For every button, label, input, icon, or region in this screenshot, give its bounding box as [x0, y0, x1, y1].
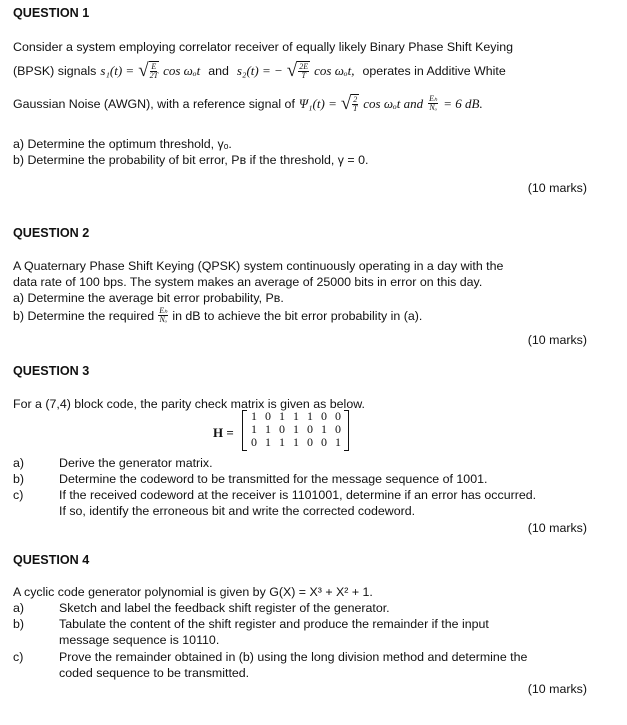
s1-den: 2T — [149, 70, 159, 80]
q2-line1: A Quaternary Phase Shift Keying (QPSK) system continuously operating in a day with the — [13, 259, 504, 273]
q3-part-c-text: If the received codeword at the receiver is 1101001, determine if an error has occurred. — [59, 488, 537, 502]
q1-line1: Consider a system employing correlator receiver of equally likely Binary Phase Shift Keying — [13, 40, 513, 54]
psi-cos: cos ωₒt and — [363, 95, 424, 111]
q4-part-c-cont: coded sequence to be transmitted. — [59, 666, 250, 680]
matrix-cell: 0 — [279, 422, 285, 436]
matrix-label: H = — [213, 425, 234, 440]
q2-part-a: a) Determine the average bit error probability, Pʙ. — [13, 291, 284, 305]
q4-part-a-text: Sketch and label the feedback shift register of the generator. — [59, 601, 390, 615]
s1-label: s₁(t) = — [100, 62, 135, 78]
q3-part-c — [13, 488, 536, 502]
q1-marks: (10 marks) — [527, 181, 587, 195]
s1-sqrt: √ $\frac{E}{2T}$ — [138, 60, 159, 81]
q1-line2 — [13, 61, 506, 80]
q4-part-c — [13, 650, 527, 664]
q2-marks: (10 marks) — [527, 333, 587, 347]
matrix-cell: 1 — [307, 409, 313, 423]
q1-heading: QUESTION 1 — [13, 6, 90, 20]
q4-intro: A cyclic code generator polynomial is given by G(X) = X³ + X² + 1. — [13, 585, 373, 599]
q3-part-a-label: a) — [13, 456, 25, 470]
s1-cos: cos ωₒt — [163, 62, 201, 78]
matrix-cell: 0 — [307, 422, 313, 436]
q1-line3-start: Gaussian Noise (AWGN), with a reference signal of — [13, 96, 295, 111]
matrix-cell: 1 — [335, 435, 341, 449]
q4-part-c-text: Prove the remainder obtained in (b) using the long division method and determine the — [59, 650, 528, 664]
matrix-cell: 1 — [293, 422, 299, 436]
s2-num: 2E — [299, 61, 309, 71]
parity-check-matrix — [242, 410, 345, 449]
q1-no: Nₒ — [429, 103, 437, 112]
q3-marks: (10 marks) — [527, 521, 587, 535]
q4-marks: (10 marks) — [527, 682, 587, 696]
matrix-row — [247, 436, 345, 449]
q4-part-b-cont: message sequence is 10110. — [59, 633, 220, 647]
q3-part-b-label: b) — [13, 472, 25, 486]
matrix-cell: 0 — [335, 409, 341, 423]
matrix-cell: 1 — [279, 435, 285, 449]
q2-eb-no — [158, 307, 168, 324]
q2-eb: Eₕ — [159, 306, 168, 315]
matrix-cell: 1 — [251, 422, 257, 436]
psi-num: 2 — [353, 94, 358, 104]
q2-part-b-start: b) Determine the required — [13, 308, 155, 323]
q3-part-c-cont: If so, identify the erroneous bit and write the corrected codeword. — [59, 504, 416, 518]
q3-part-a — [13, 456, 213, 470]
q3-part-b-text: Determine the codeword to be transmitted for the message sequence of 1001. — [59, 472, 488, 486]
q4-heading: QUESTION 4 — [13, 553, 90, 567]
matrix-cell: 1 — [293, 409, 299, 423]
s2-den: T — [301, 70, 306, 80]
matrix-cell: 1 — [265, 422, 271, 436]
psi-den: T — [353, 103, 358, 113]
q2-part-b-end: in dB to achieve the bit error probability in (a). — [172, 308, 423, 323]
matrix-cell: 0 — [307, 435, 313, 449]
q4-part-c-label: c) — [13, 650, 24, 664]
q3-heading: QUESTION 3 — [13, 364, 90, 378]
q1-and: and — [208, 63, 229, 78]
matrix-cell: 0 — [321, 409, 327, 423]
q4-part-a-label: a) — [13, 601, 25, 615]
matrix-cell: 1 — [321, 422, 327, 436]
matrix-cell: 0 — [265, 409, 271, 423]
q4-part-b — [13, 617, 489, 631]
matrix-cell: 0 — [251, 435, 257, 449]
q1-line3 — [13, 94, 483, 113]
psi-label: Ψ₁(t) = — [298, 95, 337, 111]
q4-part-a — [13, 601, 390, 615]
q1-eb: Eₕ — [429, 94, 438, 103]
matrix-cell: 1 — [293, 435, 299, 449]
s2-cos: cos ωₒt, — [314, 62, 355, 78]
q2-line2: data rate of 100 bps. The system makes an average of 25000 bits in error on this day. — [13, 275, 483, 289]
q3-intro: For a (7,4) block code, the parity check matrix is given as below. — [13, 397, 365, 411]
q3-part-b — [13, 472, 487, 486]
q1-line2-start: (BPSK) signals — [13, 63, 97, 78]
q1-part-a: a) Determine the optimum threshold, γₒ. — [13, 137, 232, 151]
matrix-cell: 0 — [321, 435, 327, 449]
s2-label: s₂(t) = − — [236, 62, 283, 78]
matrix-cell: 1 — [279, 409, 285, 423]
q2-part-b — [13, 307, 422, 324]
matrix-cell: 1 — [265, 435, 271, 449]
s1-num: E — [151, 61, 157, 71]
q1-eb-no — [428, 95, 438, 112]
q4-part-b-text: Tabulate the content of the shift register and produce the remainder if the input — [59, 617, 489, 631]
q1-part-b: b) Determine the probability of bit error, Pʙ if the threshold, γ = 0. — [13, 153, 369, 167]
q2-no: Nₒ — [159, 315, 168, 324]
q1-6db: = 6 dB. — [443, 95, 483, 111]
q3-part-c-label: c) — [13, 488, 24, 502]
q3-part-a-text: Derive the generator matrix. — [59, 456, 213, 470]
q2-heading: QUESTION 2 — [13, 226, 90, 240]
psi-sqrt: √ $\frac{2}{T}$ — [340, 93, 358, 114]
matrix-cell: 0 — [335, 422, 341, 436]
matrix-cell: 1 — [251, 409, 257, 423]
q4-part-b-label: b) — [13, 617, 25, 631]
s2-sqrt: √ $\frac{2E}{T}$ — [286, 60, 309, 81]
q1-line2-end: operates in Additive White — [362, 63, 506, 78]
